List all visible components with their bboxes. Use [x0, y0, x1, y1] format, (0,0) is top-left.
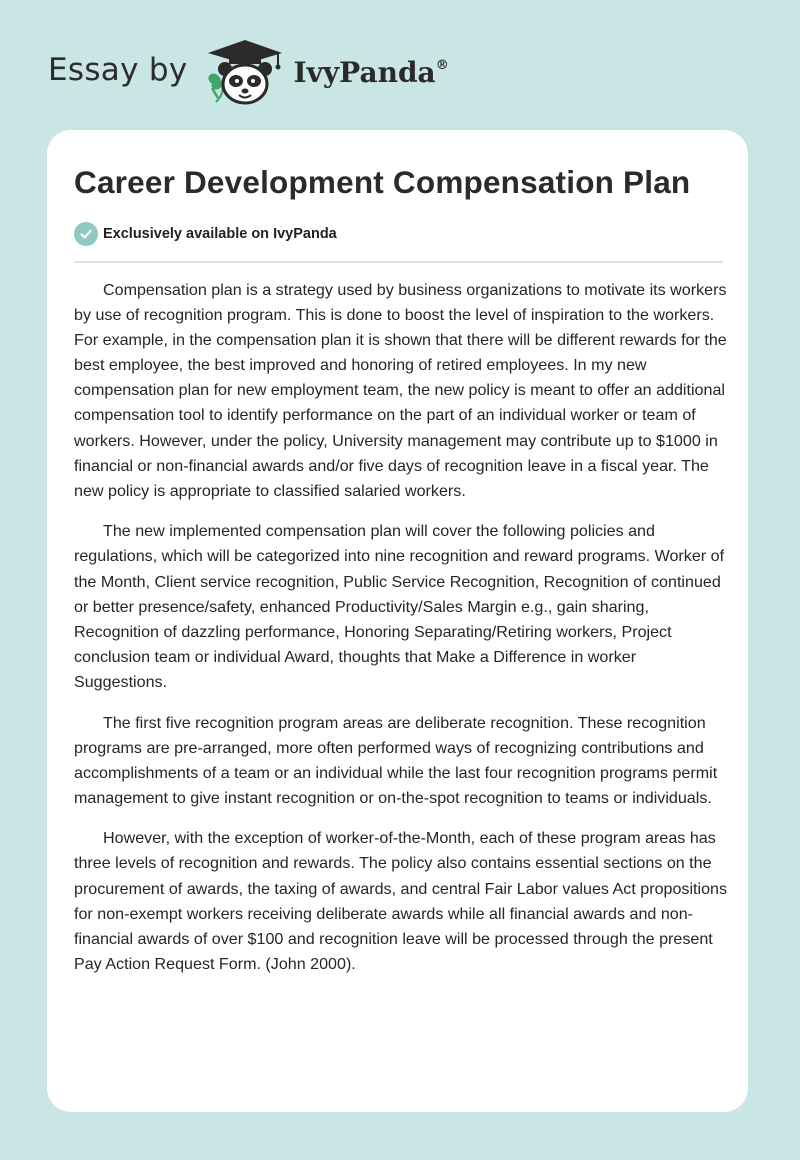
exclusive-badge [74, 222, 337, 246]
panda-graduate-icon[interactable] [202, 36, 288, 108]
essay-by-label: Essay by [48, 52, 188, 88]
check-icon [74, 222, 98, 246]
exclusive-badge-text: Exclusively available on IvyPanda [103, 226, 337, 242]
paragraph: Compensation plan is a strategy used by business organizations to motivate its workers by use of recognition program. This is done to boost the level of inspiration to the workers. For example, in the compensation plan it is shown that there will be different rewards for the best employee, the best improved and honoring of retired employees. In my new compensation plan for new employment team, the new policy is meant to offer an additional compensation tool to identify performance on the part of an individual worker or team of workers. However, under the policy, University management may contribute up to $1000 in financial or non-financial awards and/or five days of recognition leave in a fiscal year. The new policy is appropriate to classified salaried workers. [74, 281, 727, 500]
article-title: Career Development Compensation Plan [74, 164, 691, 200]
paragraph: The new implemented compensation plan will cover the following policies and regulations, which will be categorized into nine recognition and reward programs. Worker of the Month, Client service recognition, Public Service Recognition, Recognition of continued or better presence/safety, enhanced Productivity/Sales Margin e.g., gain sharing, Recognition of dazzling performance, Honoring Separating/Retiring workers, Project conclusion team or individual Award, thoughts that Make a Difference in worker Suggestions. [74, 522, 725, 691]
paragraph: However, with the exception of worker-of-the-Month, each of these program areas has three levels of recognition and rewards. The policy also contains essential sections on the procurement of awards, the taxing of awards, and central Fair Labor values Act propositions for non-exempt workers receiving deliberate awards while all financial awards and non-financial awards of over $100 and recognition leave will be processed through the present Pay Action Request Form. (John 2000). [74, 829, 728, 973]
divider [74, 261, 723, 263]
brand-name[interactable]: IvyPanda® [293, 55, 449, 89]
paragraph: The first five recognition program areas are deliberate recognition. These recognition programs are pre-arranged, more often performed ways of recognizing contributions and accomplishments of a team or an individual while the last four recognition programs permit management to give instant recognition or on-the-spot recognition to teams or individuals. [74, 713, 718, 807]
trademark-symbol: ® [435, 57, 449, 73]
site-header [48, 36, 449, 108]
article-body [74, 278, 728, 992]
article-card [47, 130, 748, 1112]
